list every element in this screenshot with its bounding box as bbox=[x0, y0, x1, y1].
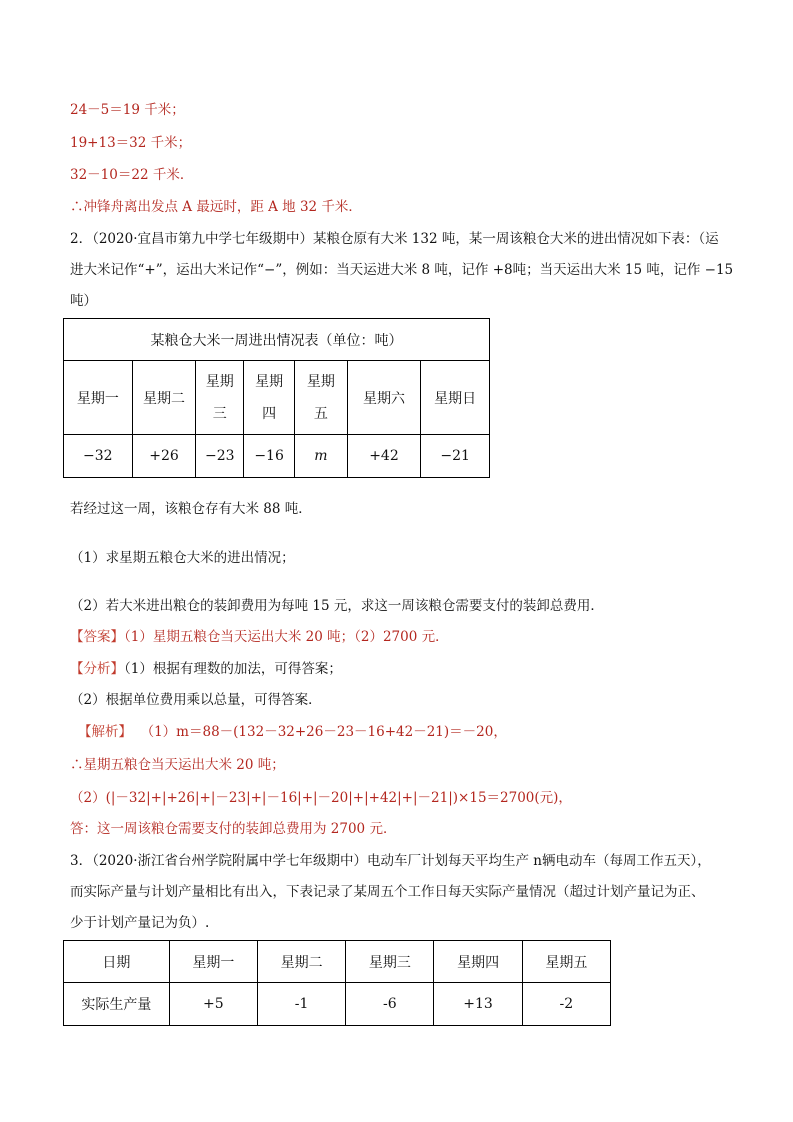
day-cell: 星期日 bbox=[421, 361, 490, 435]
q3-text-2: 而实际产量与计划产量相比有出入，下表记录了某周五个工作日每天实际产量情况（超过计划产量记为正、 bbox=[70, 884, 705, 900]
grain-table-days-row bbox=[64, 361, 490, 435]
day-cell: 星期二 bbox=[132, 361, 196, 435]
analysis-line bbox=[70, 659, 342, 679]
calc-line-2: 19+13＝32 千米； bbox=[70, 135, 192, 151]
q2-text-2: 进大米记作“+”，运出大米记作“−”，例如：当天运进大米 8 吨，记作 +8吨；当天运出大米 15 吨，记作 −15 bbox=[70, 262, 734, 278]
production-table bbox=[63, 940, 611, 1026]
value-cell: −32 bbox=[64, 435, 133, 478]
header-cell: 星期一 bbox=[169, 941, 257, 983]
production-data-row bbox=[64, 983, 611, 1026]
q2-text-1: 2．（2020·宜昌市第九中学七年级期中）某粮仓原有大米 132 吨，某一周该粮仓大米的进出情况如下表：（运 bbox=[70, 231, 719, 247]
q3-text-3: 少于计划产量记为负）. bbox=[70, 915, 210, 931]
value-cell: −21 bbox=[421, 435, 490, 478]
answer-line bbox=[70, 627, 449, 647]
header-cell: 日期 bbox=[64, 941, 170, 983]
solution-line-4: 答：这一周该粮仓需要支付的装卸总费用为 2700 元． bbox=[70, 821, 397, 837]
header-cell: 星期二 bbox=[257, 941, 345, 983]
day-cell: 星期六 bbox=[347, 361, 421, 435]
conclusion-line: ∴冲锋舟离出发点 A 最远时，距 A 地 32 千米． bbox=[70, 199, 362, 215]
calc-line-1: 24－5＝19 千米； bbox=[70, 102, 185, 118]
value-cell: +26 bbox=[132, 435, 196, 478]
day-cell: 星期 四 bbox=[244, 361, 295, 435]
day-cell: 星期 五 bbox=[295, 361, 348, 435]
calc-line-3: 32－10＝22 千米． bbox=[70, 167, 194, 183]
value-cell: −16 bbox=[244, 435, 295, 478]
header-cell: 星期四 bbox=[434, 941, 522, 983]
grain-table-values-row bbox=[64, 435, 490, 478]
data-cell: +13 bbox=[434, 983, 522, 1026]
q3-text-1: 3．（2020·浙江省台州学院附属中学七年级期中）电动车厂计划每天平均生产 n辆电动车（每周工作五天）， bbox=[70, 853, 711, 869]
value-cell: +42 bbox=[347, 435, 421, 478]
solution-line-3: （2）(|－32|+|+26|+|－23|+|－16|+|－20|+|+42|+|－21|)×15＝2700(元)， bbox=[70, 790, 572, 806]
data-cell: -6 bbox=[346, 983, 434, 1026]
q2-sub2: （2）若大米进出粮仓的装卸费用为每吨 15 元，求这一周该粮仓需要支付的装卸总费用． bbox=[70, 598, 604, 614]
analysis-text: （1）根据有理数的加法，可得答案； bbox=[124, 661, 342, 677]
analysis-tag: 【分析】 bbox=[70, 661, 124, 677]
solution-line bbox=[78, 722, 507, 742]
day-cell: 星期 三 bbox=[196, 361, 244, 435]
value-cell: m bbox=[295, 435, 348, 478]
data-cell: -1 bbox=[257, 983, 345, 1026]
day-cell: 星期一 bbox=[64, 361, 133, 435]
analysis-line-2: （2）根据单位费用乘以总量，可得答案． bbox=[70, 692, 322, 708]
solution-tag: 【解析】 bbox=[78, 724, 132, 740]
q2-sub1: （1）求星期五粮仓大米的进出情况； bbox=[70, 550, 295, 566]
q2-after-table: 若经过这一周，该粮仓存有大米 88 吨． bbox=[70, 501, 312, 517]
data-cell: +5 bbox=[169, 983, 257, 1026]
solution-line-2: ∴星期五粮仓当天运出大米 20 吨； bbox=[70, 757, 285, 773]
value-cell: −23 bbox=[196, 435, 244, 478]
q2-text-3: 吨） bbox=[70, 293, 97, 309]
data-cell: 实际生产量 bbox=[64, 983, 170, 1026]
header-cell: 星期三 bbox=[346, 941, 434, 983]
data-cell: -2 bbox=[522, 983, 610, 1026]
grain-table-title: 某粮仓大米一周进出情况表（单位：吨） bbox=[64, 319, 490, 361]
solution-text: （1）m＝88－(132－32+26－23－16+42－21)＝－20， bbox=[140, 724, 507, 740]
production-header-row bbox=[64, 941, 611, 983]
answer-text: （1）星期五粮仓当天运出大米 20 吨；（2）2700 元． bbox=[124, 629, 449, 645]
grain-table bbox=[63, 318, 490, 478]
answer-tag: 【答案】 bbox=[70, 629, 124, 645]
header-cell: 星期五 bbox=[522, 941, 610, 983]
